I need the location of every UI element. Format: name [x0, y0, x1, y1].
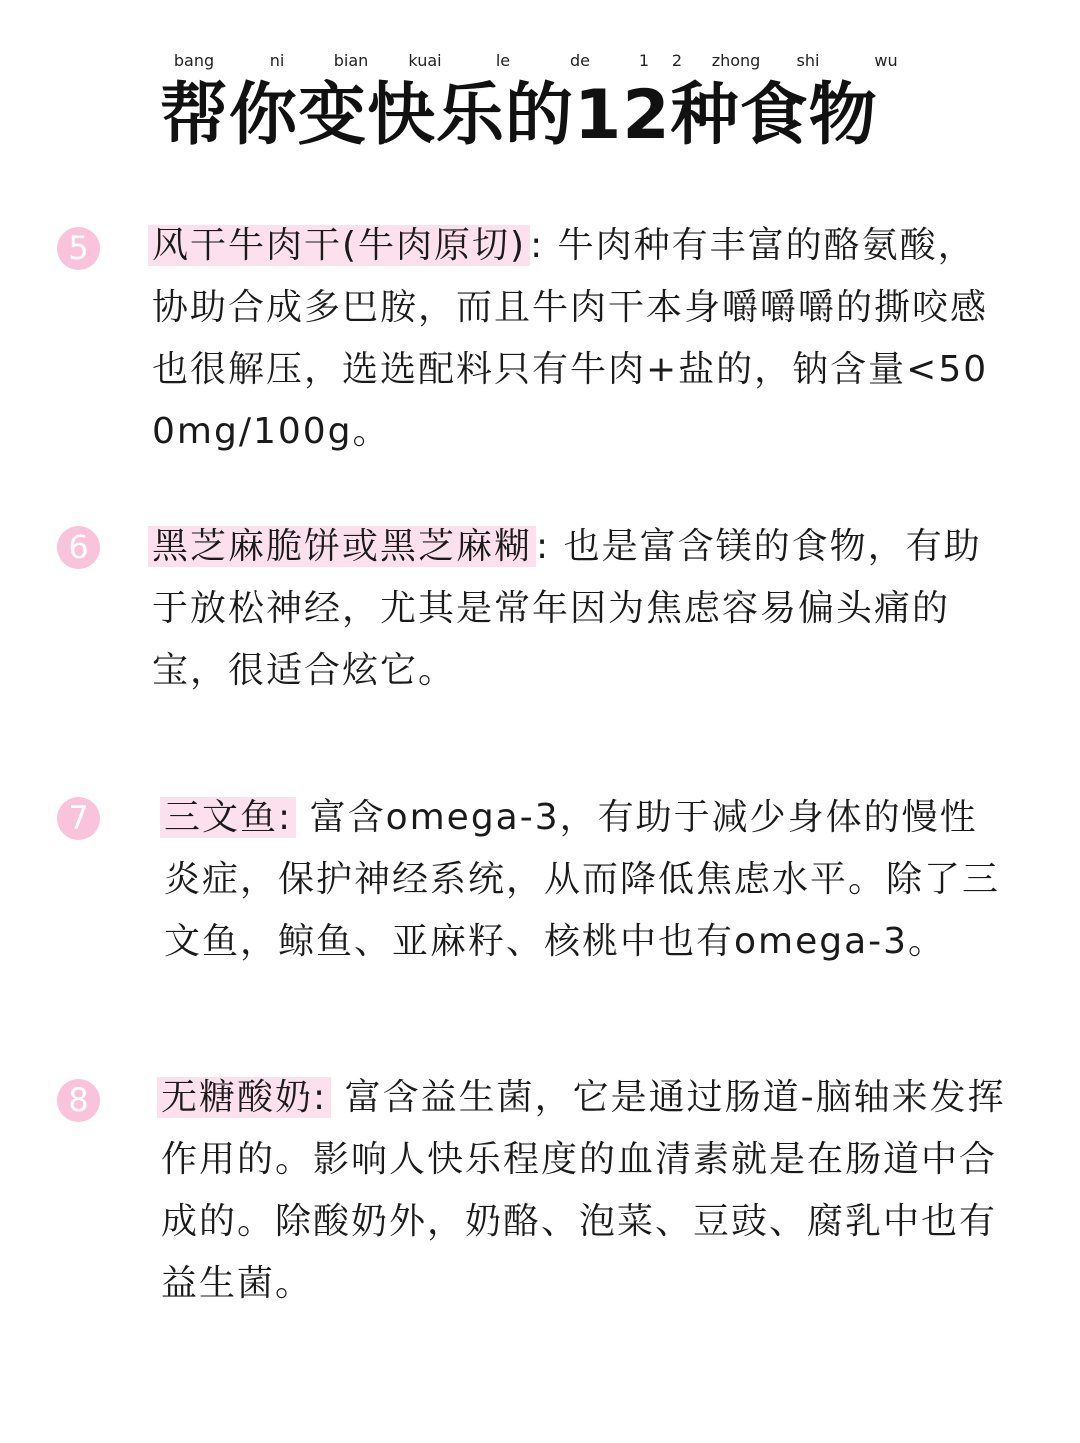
pinyin-syllable: shi	[796, 51, 820, 70]
pinyin-syllable: 2	[671, 51, 683, 70]
pinyin-syllable: wu	[874, 51, 898, 70]
item-text	[152, 215, 1002, 463]
item-number-badge: 7	[57, 797, 100, 840]
item-text	[164, 787, 1006, 973]
pinyin-syllable: 1	[638, 51, 650, 70]
pinyin-syllable: bian	[333, 51, 369, 70]
pinyin-syllable: bang	[173, 51, 215, 70]
item-label-highlight: 黑芝麻脆饼或黑芝麻糊	[148, 526, 536, 567]
item-number-badge: 5	[57, 227, 100, 270]
item-description: : 牛肉种有丰富的酪氨酸，协助合成多巴胺，而且牛肉干本身嚼嚼嚼的撕咬感也很解压，选选配料只有牛肉+盐的，钠含量<500mg/100g。	[152, 225, 989, 452]
item-label-highlight: 三文鱼:	[160, 797, 296, 838]
pinyin-syllable: zhong	[711, 51, 761, 70]
page-title: 帮你变快乐的12种食物	[160, 76, 878, 155]
item-number-badge: 8	[57, 1079, 100, 1122]
item-description: 富含益生菌，它是通过肠道-脑轴来发挥作用的。影响人快乐程度的血清素就是在肠道中合成的。除酸奶外，奶酪、泡菜、豆豉、腐乳中也有益生菌。	[161, 1077, 1006, 1304]
item-text	[152, 516, 1002, 702]
item-label-highlight: 风干牛肉干(牛肉原切)	[148, 225, 530, 266]
item-text	[161, 1067, 1006, 1315]
pinyin-syllable: de	[570, 51, 590, 70]
pinyin-syllable: ni	[269, 51, 285, 70]
item-label-highlight: 无糖酸奶:	[157, 1077, 331, 1118]
title-block	[160, 48, 930, 160]
item-description: 富含omega-3，有助于减少身体的慢性炎症，保护神经系统，从而降低焦虑水平。除了三文鱼，鲸鱼、亚麻籽、核桃中也有omega-3。	[164, 797, 1001, 962]
item-description: : 也是富含镁的食物，有助于放松神经，尤其是常年因为焦虑容易偏头痛的宝，很适合炫它。	[152, 526, 982, 691]
pinyin-syllable: kuai	[408, 51, 442, 70]
pinyin-syllable: le	[495, 51, 511, 70]
item-number-badge: 6	[57, 526, 100, 569]
pinyin-row	[160, 48, 930, 76]
